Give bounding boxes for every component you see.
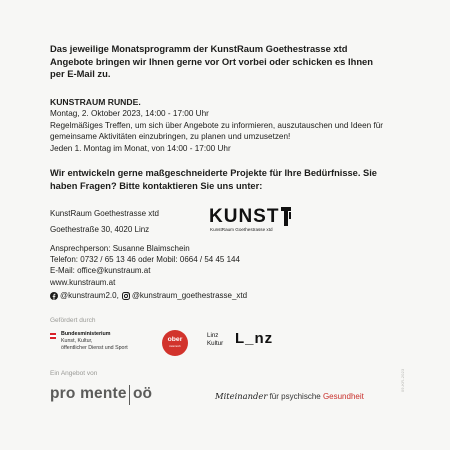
bm-line1: Kunst, Kultur, bbox=[61, 337, 93, 344]
linz-label-line2: Kultur bbox=[207, 339, 224, 347]
miteinander-script: Miteinander bbox=[215, 391, 268, 401]
contact-phone: Telefon: 0732 / 65 13 46 oder Mobil: 0664 / 54 45 144 bbox=[50, 255, 240, 265]
social-links bbox=[50, 291, 247, 300]
ober-sub: österreich bbox=[169, 345, 181, 348]
pro-mente-divider bbox=[129, 385, 130, 405]
side-code: 09-KR-2023 bbox=[401, 368, 405, 392]
kunst-logo-sub: KunstRaum Goethestrasse xtd bbox=[210, 227, 273, 232]
oberoesterreich-logo bbox=[162, 330, 188, 356]
address-name: KunstRaum Goethestrasse xtd bbox=[50, 209, 159, 218]
kunstraum-logo bbox=[209, 207, 292, 232]
miteinander-middle: für psychische bbox=[267, 392, 323, 401]
address-block bbox=[50, 206, 159, 237]
runde-description: Regelmäßiges Treffen, um sich über Angebote zu informieren, auszutauschen und Ideen für gemeinsame Aktivitäten einzubringen, zu planen und umzusetzen! bbox=[50, 120, 384, 142]
austria-flag-icon bbox=[50, 333, 56, 339]
bm-title: Bundesministerium bbox=[61, 331, 111, 337]
runde-recurring: Jeden 1. Montag im Monat, von 14:00 - 17:00 Uhr bbox=[50, 143, 231, 153]
intro-text: Das jeweilige Monatsprogramm der KunstRaum Goethestrasse xtd Angebote bringen wir Ihnen gerne vor Ort vorbei oder schicken es Ihnen per E-Mail zu. bbox=[50, 43, 373, 80]
linz-label-line1: Linz bbox=[207, 332, 219, 339]
kunst-logo-word: KUNST bbox=[209, 206, 280, 227]
kunst-logo-mark-icon bbox=[280, 207, 292, 226]
ober-word: ober bbox=[167, 336, 183, 343]
offered-by-label: Ein Angebot von bbox=[50, 370, 98, 377]
kunstraum-runde-section bbox=[50, 97, 400, 154]
runde-date: Montag, 2. Oktober 2023, 14:00 - 17:00 Uhr bbox=[50, 109, 209, 119]
bundesministerium-logo bbox=[50, 331, 128, 351]
linz-logo: L_nz bbox=[235, 330, 274, 347]
facebook-icon bbox=[50, 292, 58, 300]
facebook-handle[interactable]: @kunstraum2.0, bbox=[60, 291, 119, 300]
miteinander-logo bbox=[215, 391, 364, 401]
pro-mente-logo: pro mente bbox=[50, 385, 127, 402]
linz-kultur-label bbox=[207, 332, 223, 347]
contact-block bbox=[50, 243, 240, 288]
instagram-handle[interactable]: @kunstraum_goethestrasse_xtd bbox=[131, 291, 248, 300]
pro-mente-oe: oö bbox=[133, 385, 152, 402]
contact-email[interactable]: E-Mail: office@kunstraum.at bbox=[50, 266, 151, 276]
contact-website[interactable]: www.kunstraum.at bbox=[50, 277, 116, 287]
bm-line2: öffentlicher Dienst und Sport bbox=[61, 344, 128, 351]
instagram-icon bbox=[122, 292, 130, 300]
runde-heading: KUNSTRAUM RUNDE. bbox=[50, 97, 141, 107]
funded-by-label: Gefördert durch bbox=[50, 317, 96, 324]
address-street: Goethestraße 30, 4020 Linz bbox=[50, 224, 150, 234]
miteinander-red: Gesundheit bbox=[322, 392, 364, 401]
projects-text: Wir entwickeln gerne maßgeschneiderte Projekte für Ihre Bedürfnisse. Sie haben Fragen? Bitte kontaktieren Sie uns unter: bbox=[50, 168, 377, 192]
contact-person: Ansprechperson: Susanne Blaimschein bbox=[50, 244, 190, 253]
